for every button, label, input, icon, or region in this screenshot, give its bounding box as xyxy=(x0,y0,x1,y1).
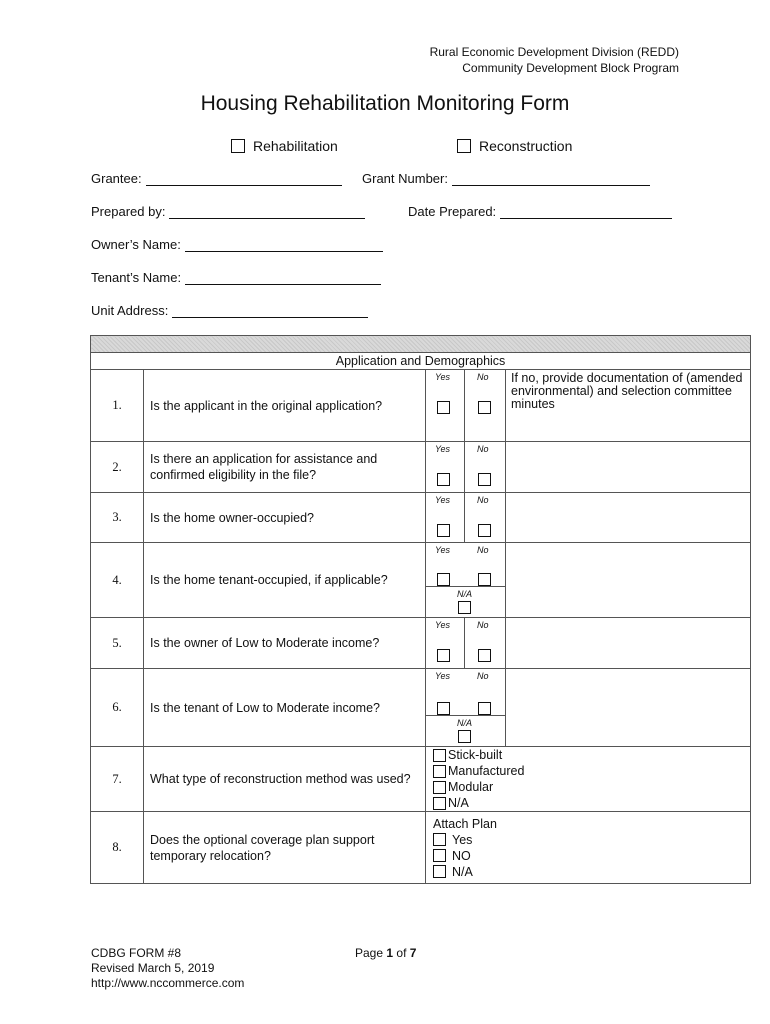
coverage-plan-cell xyxy=(426,812,751,884)
yes-checkbox[interactable] xyxy=(437,401,450,414)
section-title: Application and Demographics xyxy=(91,353,751,370)
question-number: 1. xyxy=(91,370,144,442)
table-row xyxy=(91,669,751,747)
option-label: Manufactured xyxy=(448,764,525,778)
option-label: N/A xyxy=(448,796,469,810)
question-text: Is there an application for assistance and confirmed eligibility in the file? xyxy=(144,442,426,493)
yes-checkbox[interactable] xyxy=(437,524,450,537)
yes-cell xyxy=(426,618,465,669)
no-label: No xyxy=(477,671,489,681)
table-row xyxy=(91,747,751,812)
note-cell xyxy=(506,669,751,747)
no-label: No xyxy=(477,444,489,454)
question-number: 5. xyxy=(91,618,144,669)
no-checkbox[interactable] xyxy=(478,401,491,414)
option-manufactured[interactable] xyxy=(433,763,750,779)
page-label: Page xyxy=(355,946,384,960)
date-prepared-label: Date Prepared: xyxy=(408,204,497,219)
na-label: N/A xyxy=(457,718,473,728)
option-stick-built[interactable] xyxy=(433,747,750,763)
agency-program: Community Development Block Program xyxy=(462,61,679,75)
yes-label: Yes xyxy=(435,671,451,681)
of-label: of xyxy=(396,946,407,960)
option-no[interactable] xyxy=(433,848,750,864)
yes-checkbox[interactable] xyxy=(437,473,450,486)
question-number: 4. xyxy=(91,543,144,618)
page-indicator xyxy=(355,946,416,961)
unit-address-field xyxy=(91,303,368,318)
date-prepared-field xyxy=(408,204,672,219)
yes-no-na-cell xyxy=(426,669,506,747)
grant-number-field xyxy=(362,171,650,186)
option-label: Modular xyxy=(448,780,494,794)
na-checkbox[interactable] xyxy=(433,865,446,878)
yes-checkbox[interactable] xyxy=(437,702,450,715)
question-text: Is the applicant in the original application? xyxy=(144,370,426,442)
note-cell xyxy=(506,493,751,543)
yes-label: Yes xyxy=(435,372,451,382)
yes-cell xyxy=(426,493,465,543)
yes-label: Yes xyxy=(435,620,451,630)
option-label: NO xyxy=(452,848,471,863)
table-row xyxy=(91,543,751,618)
question-number: 2. xyxy=(91,442,144,493)
owners-name-field xyxy=(91,237,383,252)
note-cell xyxy=(506,442,751,493)
question-text: Is the owner of Low to Moderate income? xyxy=(144,618,426,669)
prepared-by-input-line[interactable] xyxy=(169,206,365,219)
note-cell: If no, provide documentation of (amended environmental) and selection committee minutes xyxy=(506,370,751,442)
question-number: 6. xyxy=(91,669,144,747)
no-checkbox[interactable] xyxy=(478,573,491,586)
question-number: 8. xyxy=(91,812,144,884)
page-total: 7 xyxy=(409,946,417,960)
na-label: N/A xyxy=(457,589,473,599)
no-cell xyxy=(465,618,506,669)
question-text: Does the optional coverage plan support temporary relocation? xyxy=(144,812,426,884)
na-divider xyxy=(426,586,505,587)
no-checkbox[interactable] xyxy=(478,473,491,486)
na-checkbox[interactable] xyxy=(458,730,471,743)
yes-label: Yes xyxy=(435,495,451,505)
rehabilitation-option[interactable] xyxy=(231,138,338,154)
form-title: Housing Rehabilitation Monitoring Form xyxy=(200,92,570,115)
na-checkbox[interactable] xyxy=(433,797,446,810)
note-cell xyxy=(506,618,751,669)
no-label: No xyxy=(477,620,489,630)
section-title-row xyxy=(91,353,751,370)
option-modular[interactable] xyxy=(433,779,750,795)
revision-date: Revised March 5, 2019 xyxy=(91,961,215,975)
stick-built-checkbox[interactable] xyxy=(433,749,446,762)
option-na[interactable] xyxy=(433,864,750,880)
grantee-input-line[interactable] xyxy=(146,173,342,186)
unit-address-input-line[interactable] xyxy=(172,305,368,318)
question-number: 7. xyxy=(91,747,144,812)
date-prepared-input-line[interactable] xyxy=(500,206,672,219)
table-row xyxy=(91,442,751,493)
application-demographics-table xyxy=(90,335,751,884)
na-checkbox[interactable] xyxy=(458,601,471,614)
yes-label: Yes xyxy=(435,545,451,555)
option-yes[interactable] xyxy=(433,832,750,848)
table-row xyxy=(91,370,751,442)
no-label: No xyxy=(477,372,489,382)
attach-plan-label: Attach Plan xyxy=(433,816,497,831)
no-cell xyxy=(465,442,506,493)
tenants-name-field xyxy=(91,270,381,285)
unit-address-label: Unit Address: xyxy=(91,303,169,318)
no-checkbox[interactable] xyxy=(478,524,491,537)
agency-division: Rural Economic Development Division (REDD) xyxy=(429,45,679,59)
grant-number-input-line[interactable] xyxy=(452,173,650,186)
no-cell xyxy=(465,370,506,442)
yes-checkbox[interactable] xyxy=(437,573,450,586)
option-label: N/A xyxy=(452,864,473,879)
question-text: What type of reconstruction method was used? xyxy=(144,747,426,812)
grantee-field xyxy=(91,171,342,186)
option-na[interactable] xyxy=(433,795,750,811)
owners-name-input-line[interactable] xyxy=(185,239,383,252)
rehabilitation-label: Rehabilitation xyxy=(253,138,338,154)
no-checkbox[interactable] xyxy=(478,702,491,715)
yes-no-na-cell xyxy=(426,543,506,618)
modular-checkbox[interactable] xyxy=(433,781,446,794)
manufactured-checkbox[interactable] xyxy=(433,765,446,778)
footer-info xyxy=(91,946,244,991)
question-text: Is the home owner-occupied? xyxy=(144,493,426,543)
prepared-by-label: Prepared by: xyxy=(91,204,166,219)
form-number: CDBG FORM #8 xyxy=(91,946,182,960)
reconstruction-method-cell xyxy=(426,747,751,812)
yes-label: Yes xyxy=(435,444,451,454)
no-label: No xyxy=(477,495,489,505)
yes-checkbox[interactable] xyxy=(437,649,450,662)
option-label: Yes xyxy=(452,832,473,847)
website-url[interactable]: http://www.nccommerce.com xyxy=(91,976,245,990)
page-number: 1 xyxy=(386,946,394,960)
reconstruction-option[interactable] xyxy=(457,138,572,154)
question-text: Is the tenant of Low to Moderate income? xyxy=(144,669,426,747)
yes-cell xyxy=(426,442,465,493)
question-text: Is the home tenant-occupied, if applicable? xyxy=(144,543,426,618)
reconstruction-checkbox[interactable] xyxy=(457,139,471,153)
no-cell xyxy=(465,493,506,543)
prepared-by-field xyxy=(91,204,365,219)
table-row xyxy=(91,812,751,884)
no-label: No xyxy=(477,545,489,555)
note-cell xyxy=(506,543,751,618)
tenants-name-label: Tenant’s Name: xyxy=(91,270,182,285)
question-number: 3. xyxy=(91,493,144,543)
rehabilitation-checkbox[interactable] xyxy=(231,139,245,153)
na-divider xyxy=(426,715,505,716)
table-row xyxy=(91,618,751,669)
yes-cell xyxy=(426,370,465,442)
option-label: Stick-built xyxy=(448,748,503,762)
table-row xyxy=(91,493,751,543)
no-checkbox[interactable] xyxy=(478,649,491,662)
yes-checkbox[interactable] xyxy=(433,833,446,846)
no-checkbox[interactable] xyxy=(433,849,446,862)
grantee-label: Grantee: xyxy=(91,171,142,186)
shaded-row xyxy=(91,336,751,353)
reconstruction-label: Reconstruction xyxy=(479,138,573,154)
owners-name-label: Owner’s Name: xyxy=(91,237,181,252)
grant-number-label: Grant Number: xyxy=(362,171,448,186)
tenants-name-input-line[interactable] xyxy=(185,272,381,285)
